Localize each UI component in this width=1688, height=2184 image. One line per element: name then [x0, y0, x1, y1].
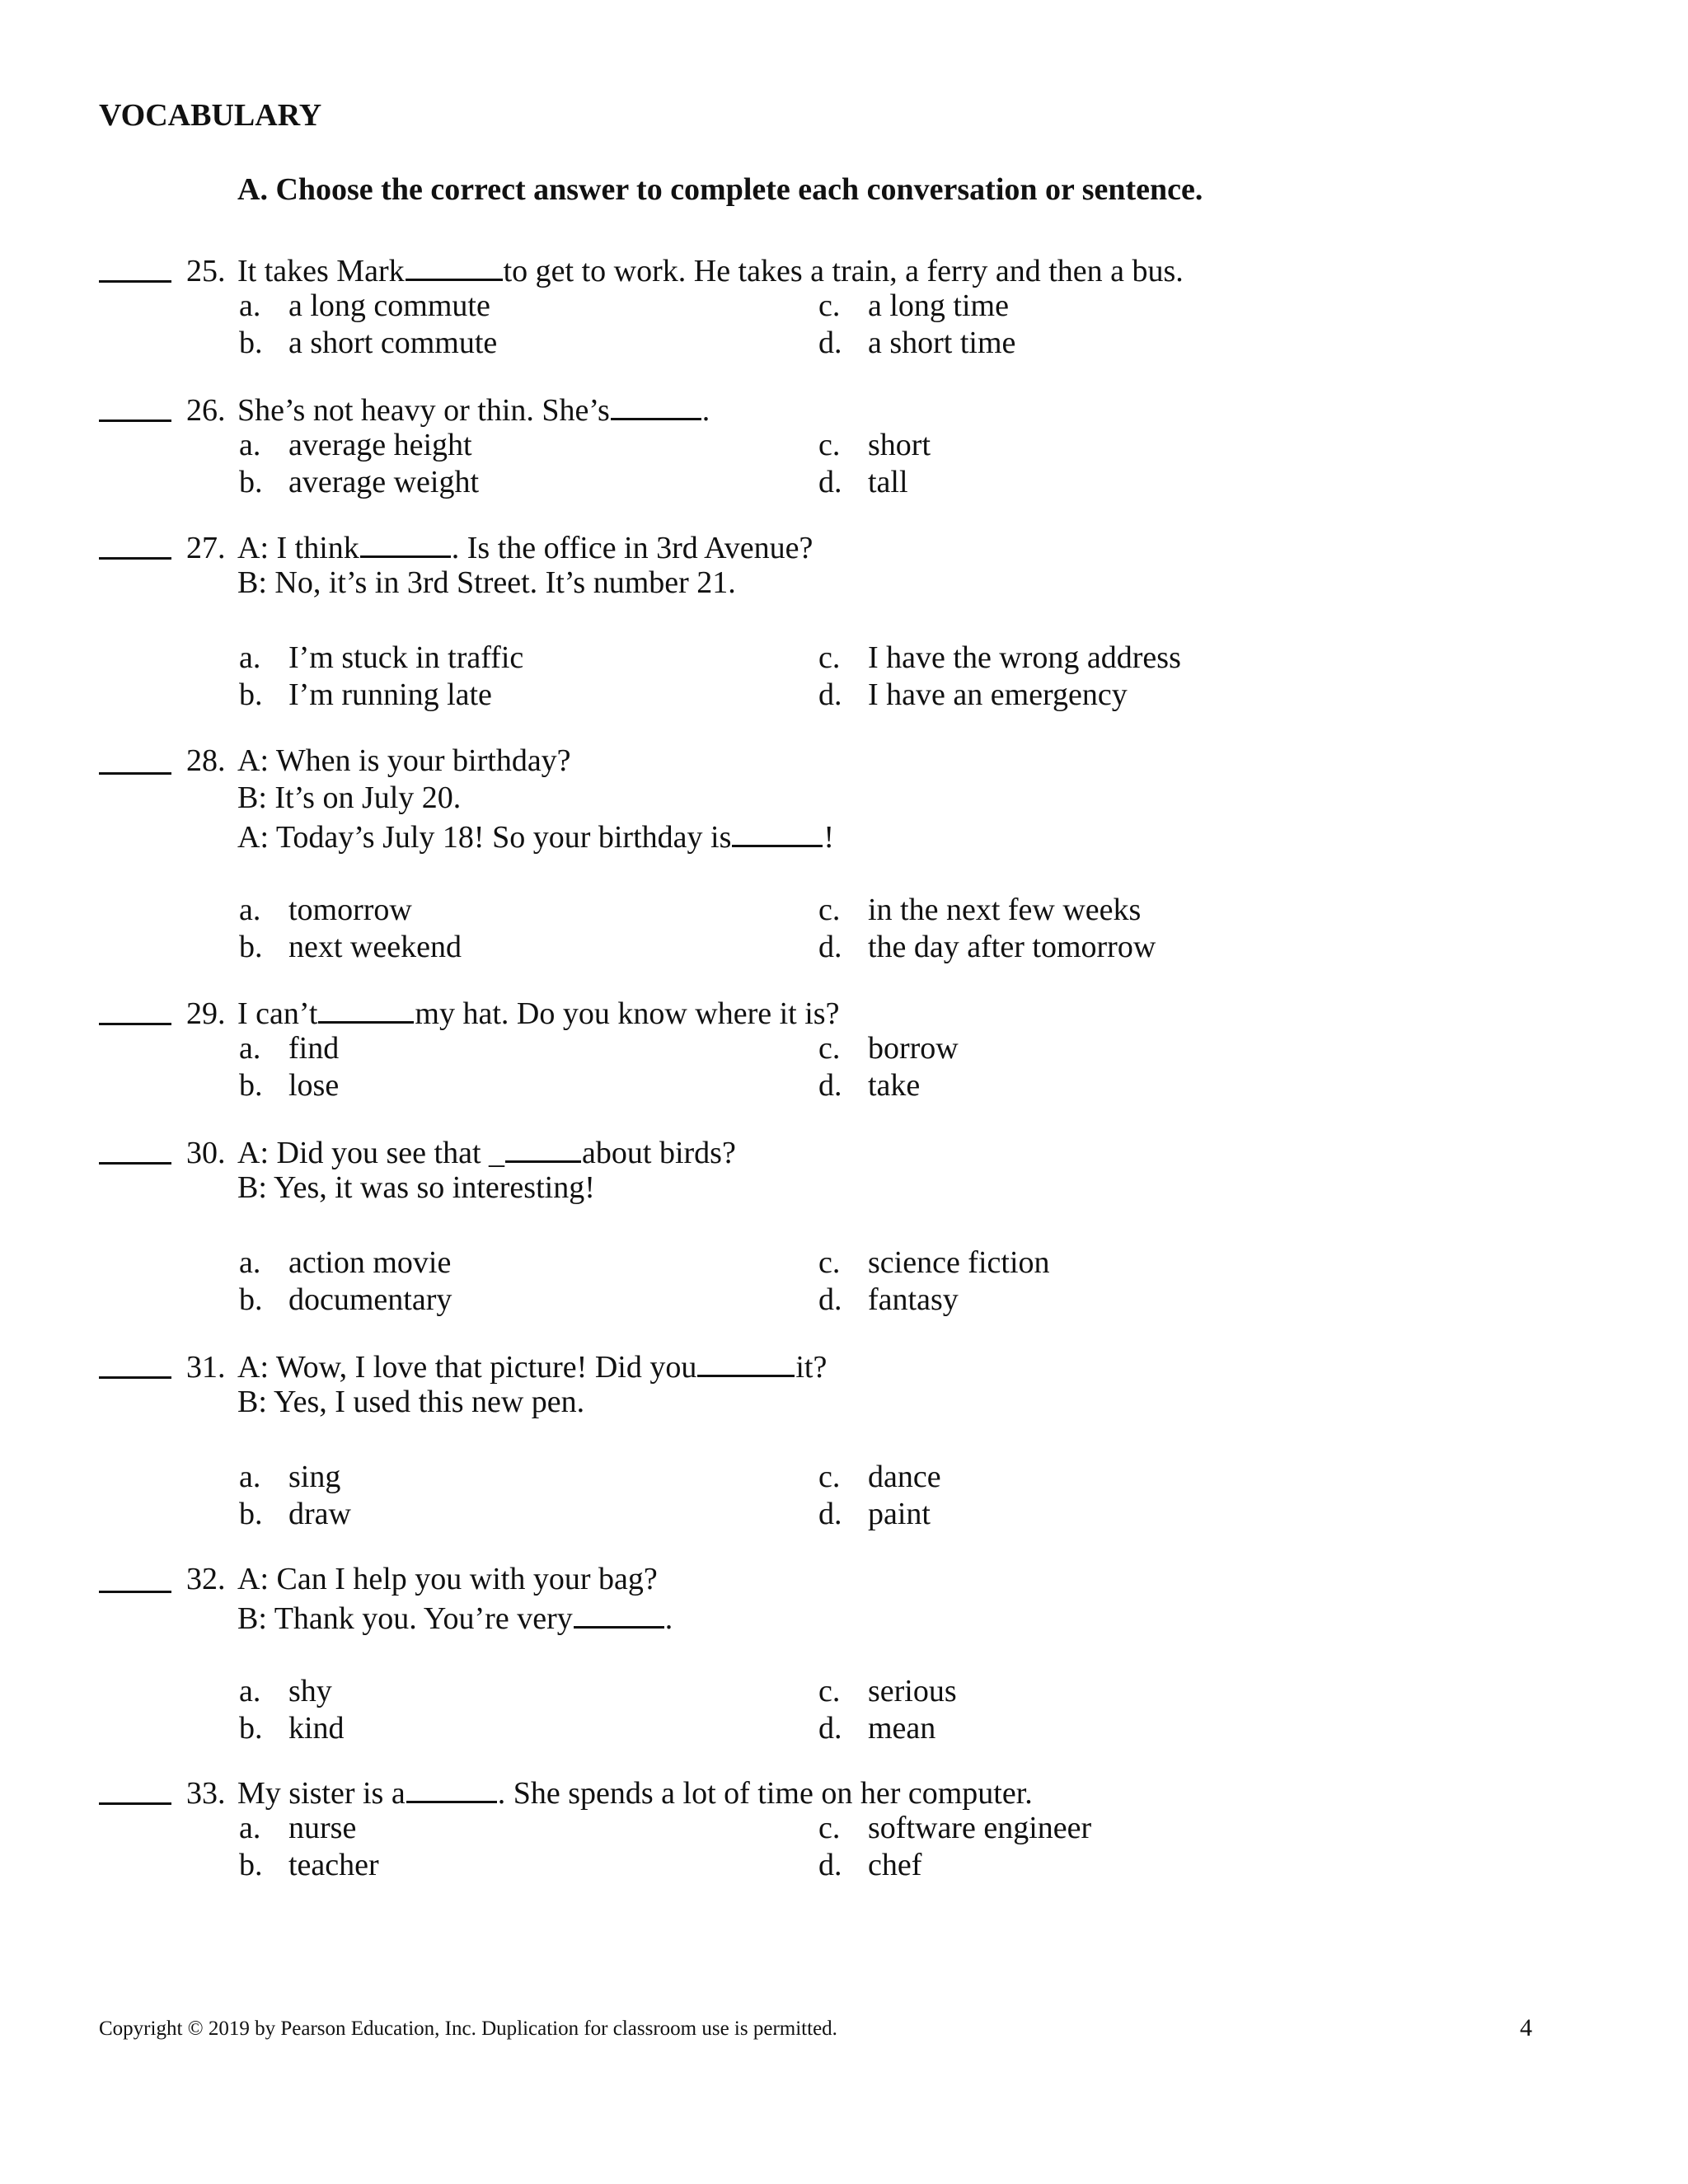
option-c: c. in the next few weeks — [818, 893, 1142, 927]
question-text-line: B: It’s on July 20. — [237, 780, 462, 815]
option-b: b. next weekend — [239, 930, 462, 964]
fill-blank — [732, 817, 823, 847]
question-text: 31. A: Wow, I love that picture! Did you it? — [186, 1347, 827, 1385]
option-c: c. serious — [818, 1674, 957, 1708]
question-text-line: B: Yes, it was so interesting! — [237, 1170, 595, 1205]
question-text-line: B: Thank you. You’re very . — [237, 1598, 673, 1637]
option-d: d. tall — [818, 465, 908, 499]
answer-blank[interactable] — [99, 1802, 171, 1805]
answer-blank[interactable] — [99, 557, 171, 560]
option-a: a. average height — [239, 428, 472, 462]
question-text: 30. A: Did you see that _ about birds? — [186, 1132, 736, 1171]
fill-blank — [318, 993, 414, 1024]
instruction: A. Choose the correct answer to complete each conversation or sentence. — [237, 172, 1203, 207]
answer-blank[interactable] — [99, 419, 171, 422]
fill-blank — [360, 527, 451, 558]
fill-blank — [406, 251, 503, 281]
fill-blank — [505, 1132, 581, 1163]
option-c: c. software engineer — [818, 1811, 1092, 1845]
option-a: a. action movie — [239, 1245, 452, 1280]
fill-blank — [574, 1598, 664, 1629]
question-text: 25. It takes Mark to get to work. He takes a train, a ferry and then a bus. — [186, 251, 1184, 289]
page-number: 4 — [1520, 2014, 1532, 2041]
option-a: a. I’m stuck in traffic — [239, 640, 524, 675]
option-b: b. lose — [239, 1068, 340, 1103]
answer-blank[interactable] — [99, 1023, 171, 1025]
option-b: b. a short commute — [239, 326, 498, 360]
question-text: 33. My sister is a . She spends a lot of time on her computer. — [186, 1773, 1033, 1811]
question-text-line: B: No, it’s in 3rd Street. It’s number 21. — [237, 565, 736, 600]
option-a: a. a long commute — [239, 288, 490, 323]
copyright-footer: Copyright © 2019 by Pearson Education, Inc. Duplication for classroom use is permitted. — [99, 2018, 837, 2040]
option-d: d. a short time — [818, 326, 1016, 360]
question-text-line: B: Yes, I used this new pen. — [237, 1385, 585, 1419]
option-b: b. teacher — [239, 1848, 379, 1882]
option-b: b. draw — [239, 1497, 351, 1531]
option-d: d. chef — [818, 1848, 922, 1882]
option-b: b. kind — [239, 1711, 345, 1746]
option-c: c. short — [818, 428, 931, 462]
answer-blank[interactable] — [99, 1162, 171, 1165]
question-text: 28. A: When is your birthday? — [186, 743, 571, 778]
option-d: d. I have an emergency — [818, 677, 1128, 712]
option-a: a. tomorrow — [239, 893, 412, 927]
option-b: b. average weight — [239, 465, 480, 499]
option-c: c. science fiction — [818, 1245, 1050, 1280]
answer-blank[interactable] — [99, 1591, 171, 1593]
option-a: a. sing — [239, 1460, 341, 1494]
option-c: c. borrow — [818, 1031, 959, 1066]
answer-blank[interactable] — [99, 1376, 171, 1379]
option-c: c. dance — [818, 1460, 941, 1494]
question-text: 26. She’s not heavy or thin. She’s . — [186, 390, 710, 429]
question-text: 32. A: Can I help you with your bag? — [186, 1562, 658, 1596]
option-b: b. documentary — [239, 1282, 452, 1317]
answer-blank[interactable] — [99, 772, 171, 775]
option-c: c. a long time — [818, 288, 1009, 323]
question-text: 29. I can’t my hat. Do you know where it is? — [186, 993, 839, 1032]
option-a: a. find — [239, 1031, 340, 1066]
option-d: d. paint — [818, 1497, 931, 1531]
section-title: VOCABULARY — [99, 98, 322, 133]
option-d: d. the day after tomorrow — [818, 930, 1156, 964]
option-b: b. I’m running late — [239, 677, 492, 712]
option-d: d. take — [818, 1068, 921, 1103]
option-c: c. I have the wrong address — [818, 640, 1181, 675]
answer-blank[interactable] — [99, 280, 171, 283]
option-a: a. nurse — [239, 1811, 357, 1845]
option-d: d. mean — [818, 1711, 936, 1746]
fill-blank — [611, 390, 701, 420]
question-text-line: A: Today’s July 18! So your birthday is ! — [237, 817, 834, 855]
option-a: a. shy — [239, 1674, 332, 1708]
option-d: d. fantasy — [818, 1282, 959, 1317]
fill-blank — [697, 1347, 795, 1377]
question-text: 27. A: I think . Is the office in 3rd Avenue? — [186, 527, 813, 566]
fill-blank — [406, 1773, 497, 1803]
